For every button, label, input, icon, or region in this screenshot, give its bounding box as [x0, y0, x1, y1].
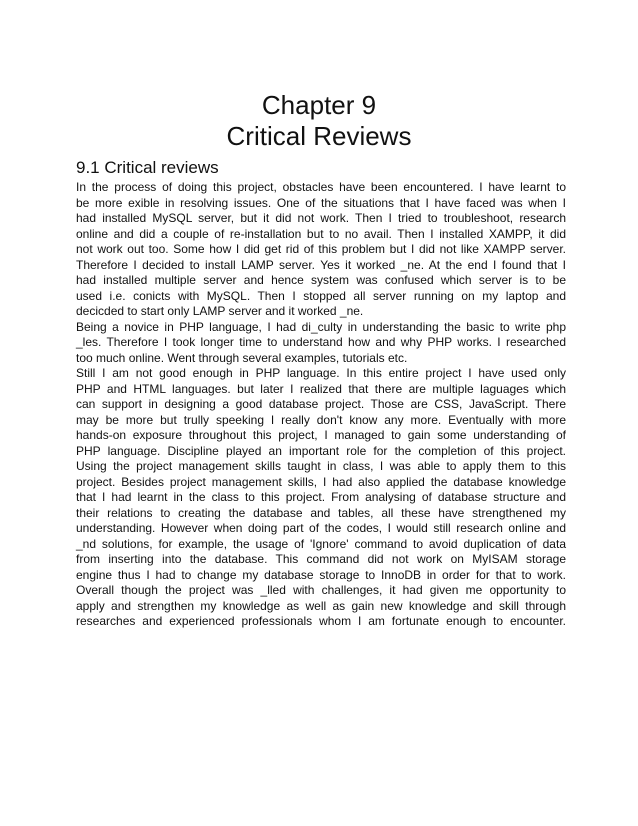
text-line: project. Besides project management skills, I had also applied the database knowledge: [76, 474, 566, 489]
text-line: Being a novice in PHP language, I had di_culty in understanding the basic to write php: [76, 319, 566, 334]
text-line: decicded to start only LAMP server and it worked _ne.: [76, 304, 364, 318]
text-line: used i.e. conicts with MySQL. Then I stopped all server running on my laptop and: [76, 288, 566, 303]
text-line: be more exible in resolving issues. One of the situations that I have faced was when I: [76, 195, 566, 210]
text-line: engine thus I had to change my database storage to InnoDB in order for that to work.: [76, 567, 566, 582]
text-line: had installed MySQL server, but it did not work. Then I tried to troubleshoot, research: [76, 211, 566, 225]
text-line: Therefore I decided to install LAMP server. Yes it worked _ne. At the end I found that I: [76, 257, 566, 272]
text-line: Still I am not good enough in PHP language. In this entire project I have used only: [76, 366, 566, 380]
text-line: _les. Therefore I took longer time to understand how and why PHP works. I researched: [76, 335, 566, 349]
text-line: _nd solutions, for example, the usage of 'Ignore' command to avoid duplication of data: [76, 536, 566, 551]
text-line: In the process of doing this project, obstacles have been encountered. I have learnt to: [76, 180, 566, 194]
text-line: PHP and HTML languages. but later I realized that there are multiple laguages which: [76, 381, 566, 396]
chapter-title: Critical Reviews: [226, 121, 412, 151]
text-line: researches and experienced professionals whom I am fortunate enough to encounter.: [76, 614, 566, 628]
text-line: understanding. However when doing part of the codes, I would still research online and: [76, 521, 566, 535]
text-line: Using the project management skills taught in class, I was able to apply them to this: [76, 459, 566, 473]
text-line: Overall though the project was _lled with challenges, it had given me opportunity to: [76, 583, 566, 597]
text-line: not work out too. Some how I did get rid of this problem but I did not like XAMPP server.: [76, 242, 566, 256]
text-line: can support in designing a good database project. Those are CSS, JavaScript. There: [76, 397, 566, 411]
text-line: may be more but trully speeking I really don't know any more. Eventually with more: [76, 412, 566, 427]
text-line: had installed multiple server and hence system was confused which server is to be: [76, 273, 566, 287]
chapter-number: Chapter 9: [261, 90, 377, 120]
text-line: from inserting into the database. This command did not work on MyISAM storage: [76, 552, 566, 566]
text-line: online and did a couple of re-installation but to no avail. Then I installed XAMPP, it did: [76, 226, 566, 241]
text-line: PHP language. Discipline played an important role for the completion of this project.: [76, 443, 566, 458]
text-line: their relations to creating the database and tables, all these have strengthened my: [76, 505, 566, 520]
text-line: hands-on exposure throughout this project, I managed to gain some understanding of: [76, 428, 566, 442]
text-line: too much online. Went through several examples, tutorials etc.: [76, 350, 408, 365]
body-text: [76, 180, 566, 630]
text-line: apply and strengthen my knowledge as well as gain new knowledge and skill through: [76, 598, 566, 613]
section-title: 9.1 Critical reviews: [76, 158, 219, 177]
text-line: that I had learnt in the class to this project. From analysing of database structure and: [76, 490, 566, 504]
